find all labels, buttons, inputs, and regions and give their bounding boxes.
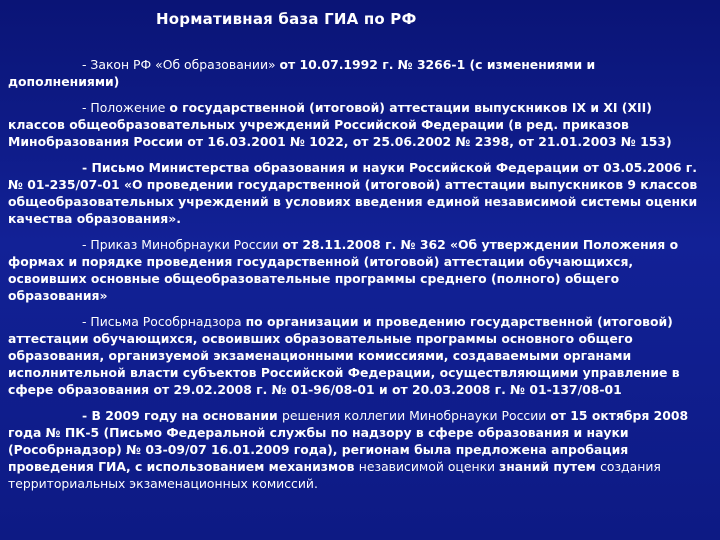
- text-segment: - Закон РФ «Об образовании»: [82, 57, 280, 72]
- bold-text-segment: от 10.07.1992 г. № 3266-1 (с изменениями и дополнениями): [8, 57, 596, 89]
- text-segment: - Письма Рособрнадзора: [82, 314, 246, 329]
- text-segment: решения коллегии Минобрнауки России: [282, 408, 551, 423]
- bold-text-segment: знаний путем: [499, 459, 601, 474]
- text-segment: создания территориальных экзаменационных комиссий.: [8, 459, 661, 491]
- bold-text-segment: - В 2009 году на основании: [82, 408, 283, 423]
- text-segment: - Приказ Минобрнауки России: [82, 237, 283, 252]
- document-paragraph: [8, 99, 710, 150]
- document-paragraph: [8, 56, 710, 90]
- document-body: [8, 56, 710, 501]
- bold-text-segment: о государственной (итоговой) аттестации выпускников IX и XI (XII) классов общеобразовательных учреждений Российской Федерации (в ред. приказов Минобразования России от 16.03.2001 № 1022, от 25.06.2002 № 2398, от 21.01.2003 № 153): [8, 100, 672, 149]
- text-segment: независимой оценки: [358, 459, 500, 474]
- document-paragraph: [8, 313, 710, 398]
- bold-text-segment: - Письмо Министерства образования и науки Российской Федерации от 03.05.2006 г. № 01-235/07-01 «О проведении государственной (итоговой) аттестации выпускников 9 классов общеобразовательных учреждений в условиях введения единой независимой системы оценки качества образования».: [8, 160, 698, 226]
- bold-text-segment: от 15 октября 2008 года № ПК-5 (Письмо Федеральной службы по надзору в сфере образования и науки (Рособрнадзор) № 03-09/07 16.01.2009 года), регионам была предложена апробация проведения ГИА, с использованием механизмов: [8, 408, 689, 474]
- document-paragraph: [8, 236, 710, 304]
- document-paragraph: [8, 159, 710, 227]
- page-title: Нормативная база ГИА по РФ: [156, 10, 417, 28]
- document-paragraph: [8, 407, 710, 492]
- text-segment: - Положение: [82, 100, 170, 115]
- bold-text-segment: от 28.11.2008 г. № 362 «Об утверждении Положения о формах и порядке проведения государственной (итоговой) аттестации обучающихся, освоивших основные общеобразовательные программы среднего (полного) общего образования»: [8, 237, 679, 303]
- bold-text-segment: по организации и проведению государственной (итоговой) аттестации обучающихся, освоивших образовательные программы основного общего образования, организуемой экзаменационными комиссиями, создаваемыми органами исполнительной власти субъектов Российской Федерации, осуществляющими управление в сфере образования от 29.02.2008 г. № 01-96/08-01 и от 20.03.2008 г. № 01-137/08-01: [8, 314, 680, 397]
